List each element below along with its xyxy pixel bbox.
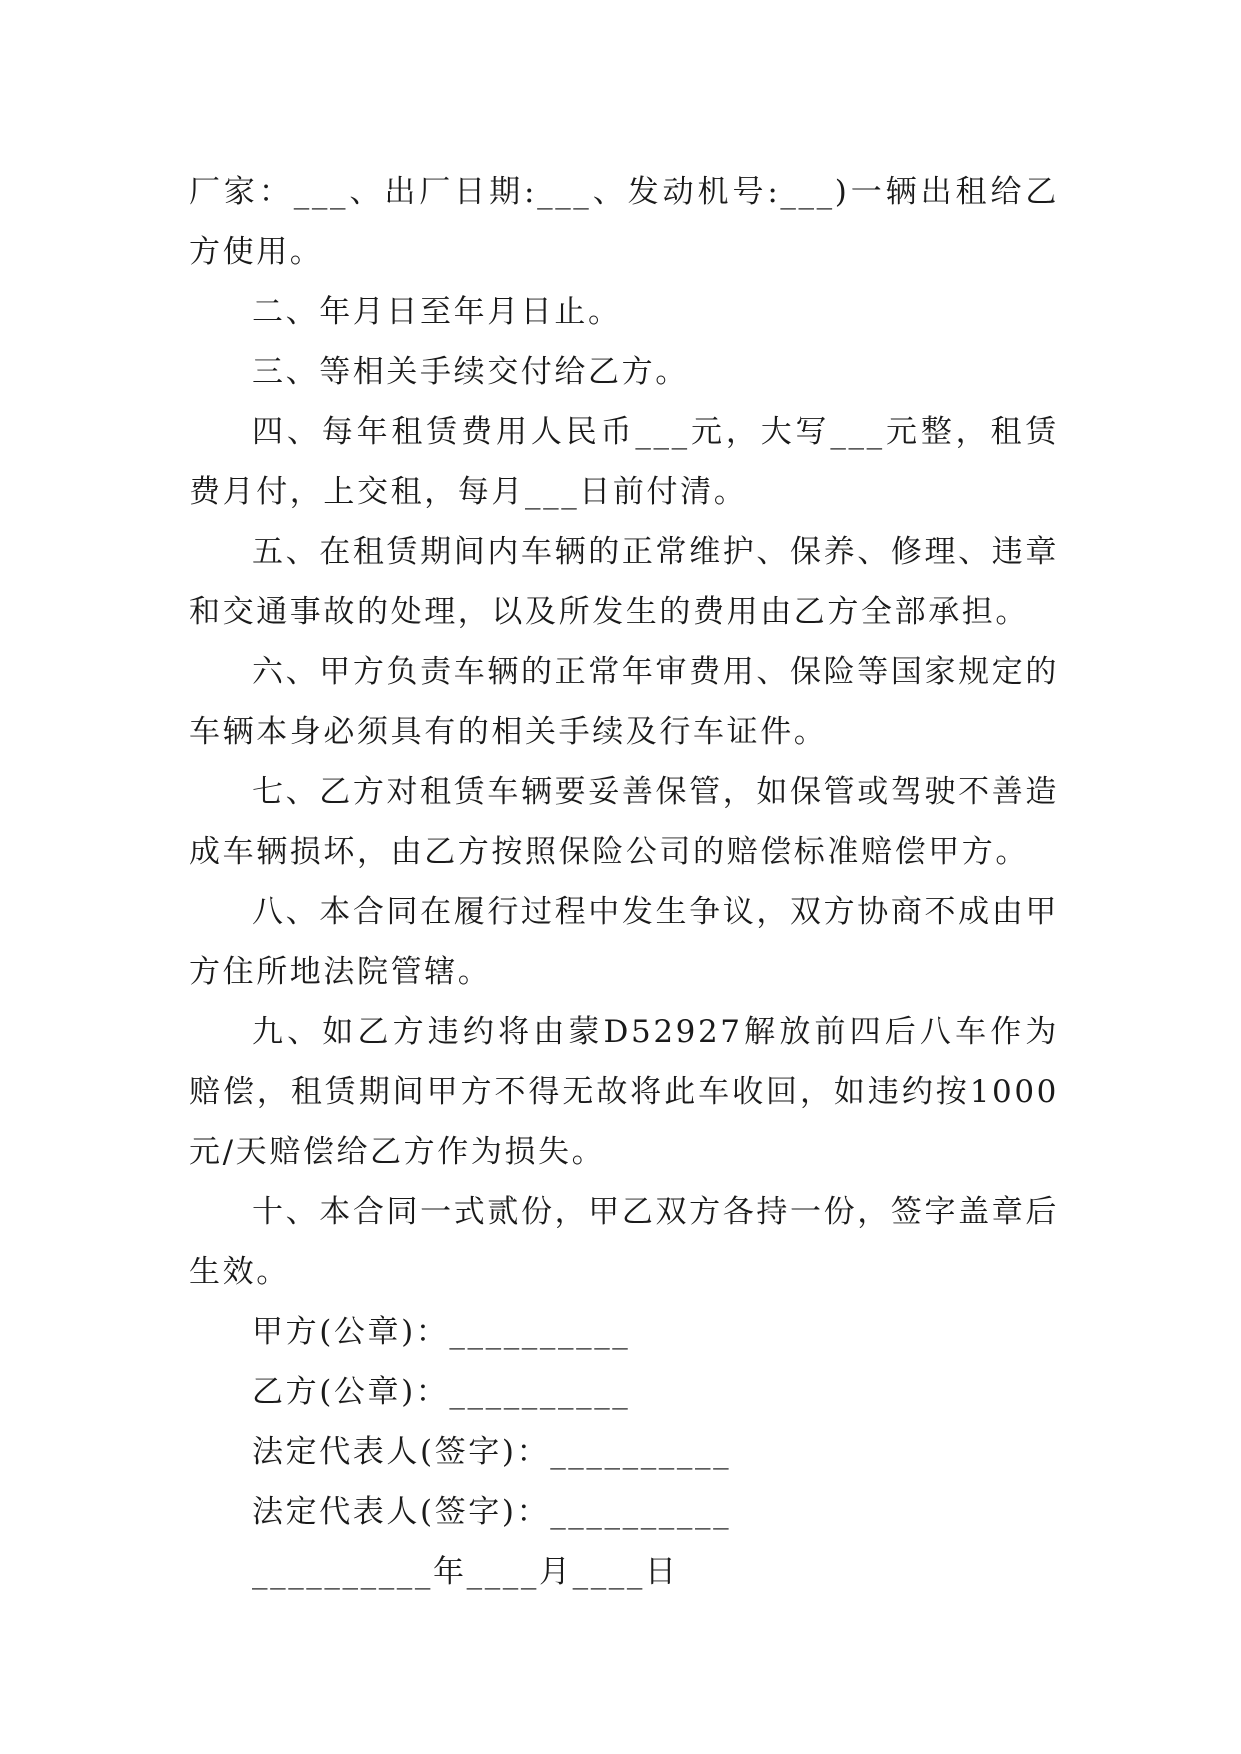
document-body <box>189 162 1059 1602</box>
clause-9-breach: 九、如乙方违约将由蒙D52927解放前四后八车作为赔偿，租赁期间甲方不得无故将此车收回，如违约按1000元/天赔偿给乙方作为损失。 <box>189 1014 1059 1170</box>
clause-2-lease-term: 二、年月日至年月日止。 <box>252 294 622 330</box>
signature-party-a-seal: 甲方(公章)：__________ <box>252 1314 631 1350</box>
clause-7-damage: 七、乙方对租赁车辆要妥善保管，如保管或驾驶不善造成车辆损坏，由乙方按照保险公司的赔偿标准赔偿甲方。 <box>189 774 1059 870</box>
signature-legal-rep-2: 法定代表人(签字)：__________ <box>252 1494 732 1530</box>
clause-6-inspection: 六、甲方负责车辆的正常年审费用、保险等国家规定的车辆本身必须具有的相关手续及行车证件。 <box>189 654 1059 750</box>
signature-party-b-seal: 乙方(公章)：__________ <box>252 1374 631 1410</box>
clause-4-rent: 四、每年租赁费用人民币___元，大写___元整，租赁费月付，上交租，每月___日前付清。 <box>189 414 1059 510</box>
clause-8-dispute: 八、本合同在履行过程中发生争议，双方协商不成由甲方住所地法院管辖。 <box>189 894 1059 990</box>
clause-10-effect: 十、本合同一式贰份，甲乙双方各持一份，签字盖章后生效。 <box>189 1194 1059 1290</box>
paragraph-vehicle-info: 厂家：___、出厂日期:___、发动机号:___)一辆出租给乙方使用。 <box>189 174 1059 270</box>
clause-3-handover: 三、等相关手续交付给乙方。 <box>252 354 689 390</box>
signature-legal-rep-1: 法定代表人(签字)：__________ <box>252 1434 732 1470</box>
signature-date: __________年____月____日 <box>252 1554 679 1590</box>
clause-5-maintenance: 五、在租赁期间内车辆的正常维护、保养、修理、违章和交通事故的处理，以及所发生的费用由乙方全部承担。 <box>189 534 1059 630</box>
